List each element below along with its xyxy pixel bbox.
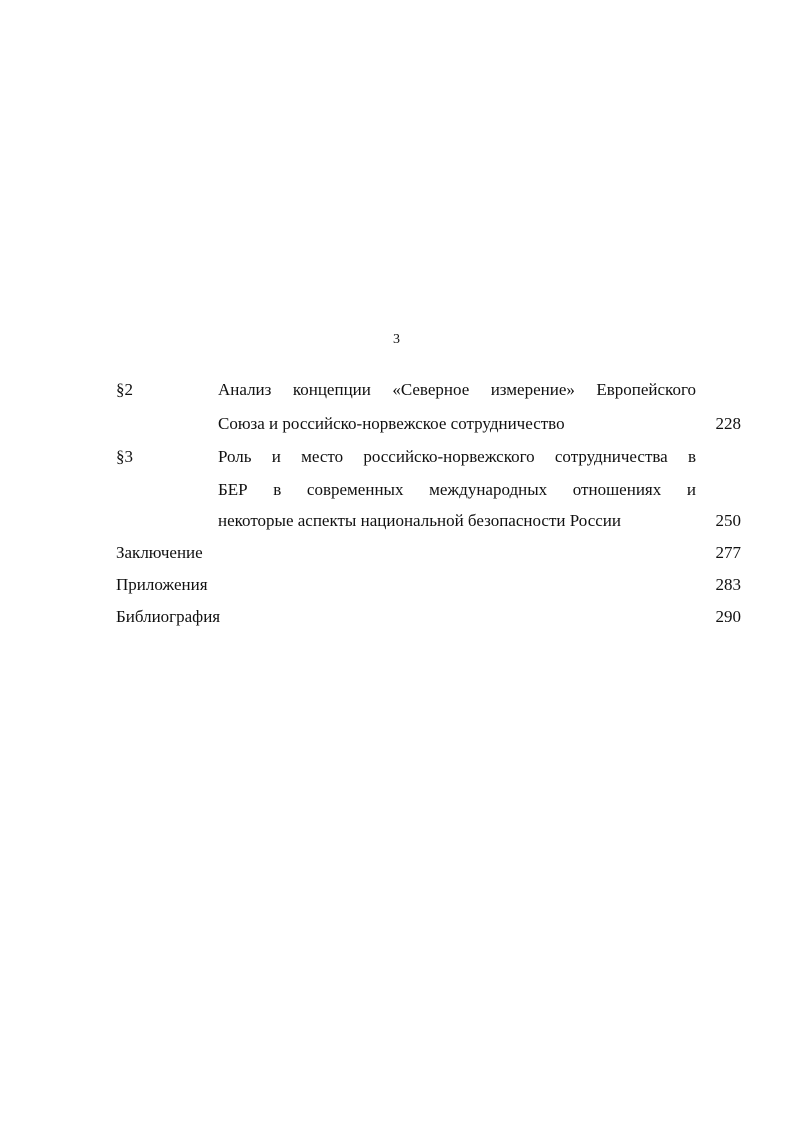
page-number: 3 [393,332,400,347]
toc-section-page: 283 [715,575,741,594]
toc-section-page: 290 [715,607,741,626]
toc-entry-marker: §3 [116,447,133,466]
toc-section-conclusion: Заключение [116,543,203,562]
toc-section-appendices: Приложения [116,575,208,594]
toc-entry-page: 250 [715,511,741,530]
toc-section-page: 277 [715,543,741,562]
toc-entry-page: 228 [715,414,741,433]
toc-entry-title-line: некоторые аспекты национальной безопасности России [218,511,621,530]
toc-entry-title-line: Союза и российско-норвежское сотрудничество [218,414,565,433]
toc-entry-title-line: БЕР в современных международных отношениях и [218,480,696,499]
toc-section-bibliography: Библиография [116,607,221,626]
toc-entry-title-line: Роль и место российско-норвежского сотрудничества в [218,447,696,466]
toc-entry-marker: §2 [116,380,133,399]
toc-entry-title-line: Анализ концепции «Северное измерение» Европейского [218,380,696,399]
